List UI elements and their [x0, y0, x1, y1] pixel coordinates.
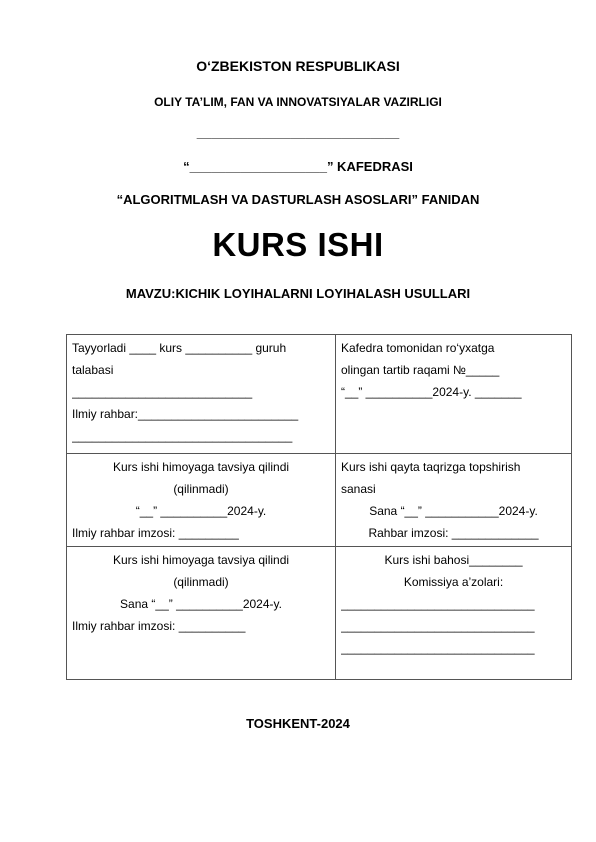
review-text: Kurs ishi qayta taqrizga topshirish [341, 460, 521, 474]
commission-member-line: _____________________________ [341, 641, 535, 655]
commission-member-line: _____________________________ [341, 597, 535, 611]
ministry-heading: OLIY TA’LIM, FAN VA INNOVATSIYALAR VAZIRLIGI [154, 95, 442, 109]
recommendation-date-text-2: Sana “__” __________2024-y. [120, 597, 282, 611]
subject-heading: “ALGORITMLASH VA DASTURLASH ASOSLARI” FANIDAN [116, 192, 480, 207]
supervisor-signature-text: Ilmiy rahbar imzosi: _________ [72, 526, 239, 540]
registration-number-text: olingan tartib raqami №_____ [341, 363, 500, 377]
supervisor-text: Ilmiy rahbar:________________________ [72, 407, 299, 421]
registration-cell [336, 335, 572, 454]
review-date-label: sanasi [341, 482, 376, 496]
head-signature-text: Rahbar imzosi: _____________ [368, 526, 539, 540]
student-name-line: ___________________________ [72, 385, 253, 399]
recommendation-text: Kurs ishi himoyaga tavsiya qilindi [112, 460, 290, 474]
student-text: talabasi [72, 363, 114, 377]
registration-date-text: “__” __________2024-y. _______ [341, 385, 522, 399]
city-year-footer: TOSHKENT-2024 [246, 716, 350, 731]
review-cell [336, 454, 572, 547]
grade-cell [336, 547, 572, 680]
not-recommended-text: (qilinmadi) [173, 482, 229, 496]
not-recommended-text-2: (qilinmadi) [173, 575, 229, 589]
blank-line: ____________________________ [196, 125, 400, 140]
info-table [66, 334, 572, 680]
defense-recommendation-cell-2 [67, 547, 336, 680]
defense-recommendation-cell [67, 454, 336, 547]
country-heading: O‘ZBEKISTON RESPUBLIKASI [196, 58, 400, 74]
document-title: KURS ISHI [212, 226, 384, 263]
commission-member-line: _____________________________ [341, 619, 535, 633]
topic-heading: MAVZU:KICHIK LOYIHALARNI LOYIHALASH USULLARI [125, 286, 471, 301]
prepared-by-text: Tayyorladi ____ kurs __________ guruh [72, 341, 287, 355]
recommendation-date-text: “__” __________2024-y. [135, 504, 267, 518]
supervisor-extra-line: _________________________________ [72, 429, 293, 443]
review-date-text: Sana “__” ___________2024-y. [369, 504, 538, 518]
recommendation-text-2: Kurs ishi himoyaga tavsiya qilindi [112, 553, 290, 567]
table-row [67, 547, 572, 680]
supervisor-signature-text-2: Ilmiy rahbar imzosi: __________ [72, 619, 246, 633]
table-row [67, 454, 572, 547]
table-row [67, 335, 572, 454]
commission-members-label: Komissiya a’zolari: [403, 575, 504, 589]
student-info-cell [67, 335, 336, 454]
department-heading: “___________________” KAFEDRASI [183, 159, 413, 174]
registration-text: Kafedra tomonidan ro‘yxatga [341, 341, 495, 355]
grade-text: Kurs ishi bahosi________ [384, 553, 523, 567]
